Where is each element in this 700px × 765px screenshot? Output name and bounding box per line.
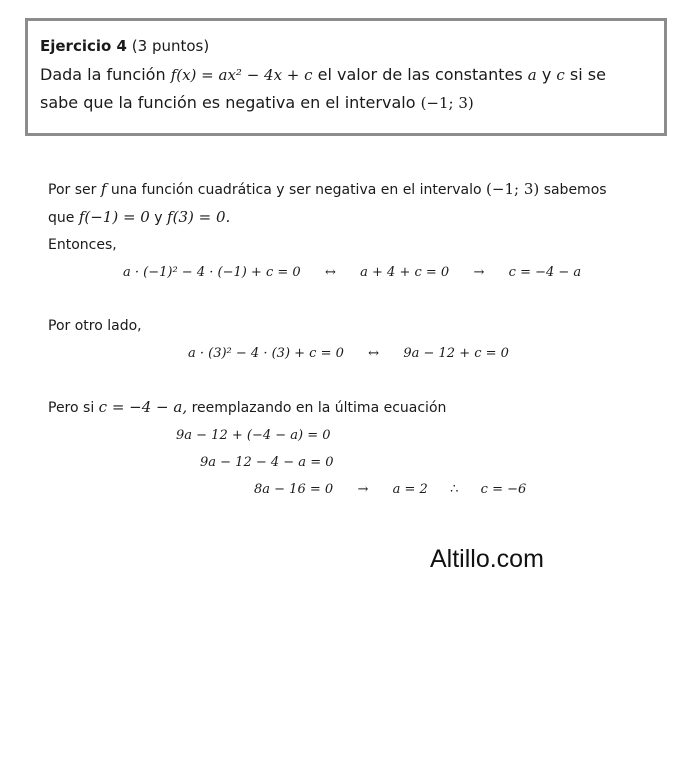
equation-2 xyxy=(48,340,668,367)
exercise-points: (3 puntos) xyxy=(131,37,210,55)
exercise-title: Ejercicio 4 xyxy=(40,37,127,55)
equation-3-text: 9a − 12 + (−4 − a) = 0 xyxy=(176,428,331,443)
equation-2-right: 9a − 12 + c = 0 xyxy=(403,346,509,361)
equation-1-left: a · (−1)² − 4 · (−1) + c = 0 xyxy=(123,265,301,280)
solution-paragraph-2 xyxy=(48,204,668,232)
statement-line-2-text: sabe que la función es negativa en el intervalo xyxy=(40,93,416,112)
statement-line-2 xyxy=(40,89,664,117)
equation-1-result: c = −4 − a xyxy=(508,265,582,280)
root-condition-2: f(3) = 0. xyxy=(167,208,231,226)
solution-text: Por ser xyxy=(48,182,97,198)
equation-1 xyxy=(48,259,668,286)
function-symbol: f xyxy=(100,180,107,198)
constant-a: a xyxy=(527,66,537,84)
equation-5-c-value: c = −6 xyxy=(480,482,527,497)
equation-4 xyxy=(48,449,668,476)
equation-5-a-value: a = 2 xyxy=(392,482,428,497)
equation-5 xyxy=(48,476,668,503)
therefore-symbol: ∴ xyxy=(450,482,459,497)
equation-1-middle: a + 4 + c = 0 xyxy=(360,265,450,280)
interval-expression: (−1; 3) xyxy=(420,94,474,112)
exercise-header xyxy=(40,37,664,55)
equation-2-left: a · (3)² − 4 · (3) + c = 0 xyxy=(188,346,344,361)
implies-arrow: → xyxy=(357,482,369,497)
equation-3 xyxy=(48,422,668,449)
implies-arrow: → xyxy=(473,265,485,280)
conjunction-y: y xyxy=(541,65,552,84)
solution-text: una función cuadrática y ser negativa en el intervalo xyxy=(110,182,482,198)
solution-text: reemplazando en la última ecuación xyxy=(191,400,447,416)
interval-expression: (−1; 3) xyxy=(486,180,540,198)
root-condition-1: f(−1) = 0 xyxy=(78,208,150,226)
statement-prefix: Dada la función xyxy=(40,65,166,84)
statement-line-1 xyxy=(40,61,664,89)
solution-block xyxy=(48,176,668,503)
solution-text: sabemos xyxy=(543,182,607,198)
solution-text: que xyxy=(48,210,75,226)
exercise-box xyxy=(25,18,667,136)
function-expression: f(x) = ax² − 4x + c xyxy=(170,66,313,84)
constant-c: c xyxy=(556,66,565,84)
statement-middle: el valor de las constantes xyxy=(317,65,523,84)
iff-symbol: ↔ xyxy=(324,265,336,280)
iff-symbol: ↔ xyxy=(368,346,380,361)
solution-paragraph-1 xyxy=(48,176,668,204)
por-otro-lado-label: Por otro lado, xyxy=(48,318,142,334)
entonces-label: Entonces, xyxy=(48,237,117,253)
site-watermark: Altillo.com xyxy=(430,545,544,573)
equation-4-text: 9a − 12 − 4 − a = 0 xyxy=(200,455,334,470)
solution-text: Pero si xyxy=(48,400,95,416)
equation-5-left: 8a − 16 = 0 xyxy=(254,482,334,497)
solution-paragraph-3 xyxy=(48,394,668,422)
substitution-expression: c = −4 − a, xyxy=(98,398,188,416)
statement-suffix: si se xyxy=(569,65,606,84)
solution-text: y xyxy=(154,210,163,226)
